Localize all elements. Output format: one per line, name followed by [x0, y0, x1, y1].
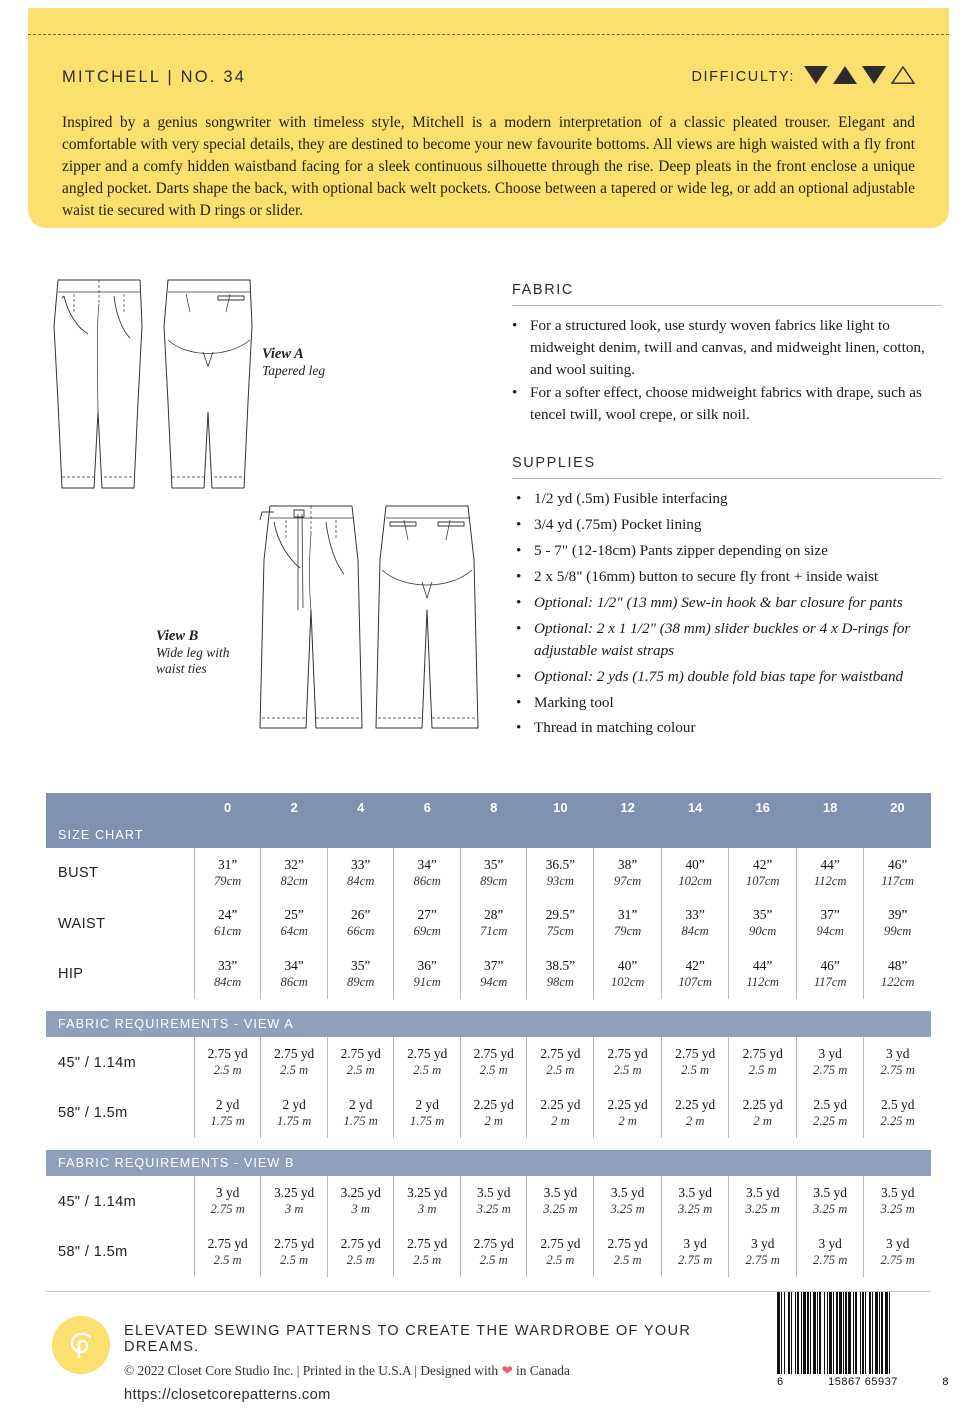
bullet-icon: • [516, 693, 522, 711]
barcode [777, 1292, 949, 1388]
measurement-row-label: HIP [58, 966, 84, 983]
size-and-fabric-tables [46, 793, 931, 1277]
supplies-list [516, 488, 942, 739]
view-a-fabric-cell: 2.75 yd 2.5 m [661, 1037, 729, 1087]
row-spacer [46, 1138, 931, 1150]
header-corner [46, 793, 194, 822]
bullet-icon: • [516, 719, 522, 737]
supplies-item-text: 3/4 yd (.75m) Pocket lining [534, 516, 702, 534]
bullet-icon: • [512, 317, 518, 334]
supplies-item-text: Optional: 2 yds (1.75 m) double fold bias tape for waistband [534, 667, 904, 685]
barcode-bar [890, 1292, 892, 1374]
view-b-fabric-cell: 2.75 yd 2.5 m [460, 1227, 527, 1277]
view-a-band: FABRIC REQUIREMENTS - VIEW A [46, 1011, 931, 1037]
measurement-row-label: BUST [58, 865, 99, 882]
view-a-fabric-cell: 2.25 yd 2 m [527, 1088, 594, 1138]
measurement-cell: 33” 84cm [661, 898, 729, 948]
list-item [516, 692, 942, 714]
view-a-fabric-cell: 2.5 yd 2.25 m [796, 1088, 863, 1138]
footer-copyright [124, 1363, 744, 1379]
view-a-fabric-cell: 2 yd 1.75 m [261, 1088, 328, 1138]
measurement-cell: 34” 86cm [394, 848, 461, 898]
copyright-before: © 2022 Closet Core Studio Inc. | Printed in the U.S.A | Designed with [124, 1363, 502, 1378]
view-b-caption [156, 628, 276, 677]
supplies-item-text: Optional: 2 x 1 1/2" (38 mm) slider buckles or 4 x D-rings for adjustable waist straps [534, 619, 911, 659]
bullet-icon: • [516, 490, 522, 508]
view-b-fabric-cell: 3.5 yd 3.25 m [796, 1176, 863, 1226]
size-header-6: 6 [394, 793, 461, 822]
view-b-fabric-cell: 2.75 yd 2.5 m [594, 1227, 662, 1277]
technical-drawings [28, 262, 498, 782]
measurement-cell: 31” 79cm [194, 848, 261, 898]
list-item [512, 315, 942, 381]
measurement-row-label: WAIST [58, 915, 106, 932]
view-b-fabric-cell: 3.5 yd 3.25 m [527, 1176, 594, 1226]
view-b-sub-line2: waist ties [156, 661, 207, 676]
triangle-filled-down-icon [804, 66, 828, 84]
view-a-fabric-cell: 2.25 yd 2 m [729, 1088, 797, 1138]
table-row [46, 1088, 931, 1138]
size-header-2: 2 [261, 793, 328, 822]
view-a-fabric-row-label: 45" / 1.14m [58, 1054, 137, 1071]
banner-dashed-line [28, 34, 949, 35]
fabric-heading: FABRIC [512, 282, 942, 306]
measurement-cell: 46” 117cm [864, 848, 931, 898]
view-b-label: View B [156, 628, 199, 644]
measurement-cell: 24” 61cm [194, 898, 261, 948]
view-b-sub-line1: Wide leg with [156, 645, 230, 660]
supplies-item-text: Optional: 1/2" (13 mm) Sew-in hook & bar closure for pants [534, 594, 903, 612]
size-header-12: 12 [594, 793, 662, 822]
measurement-cell: 25” 64cm [261, 898, 328, 948]
table-row [46, 1176, 931, 1226]
measurement-cell: 42” 107cm [729, 848, 797, 898]
copyright-after: in Canada [512, 1363, 570, 1378]
size-header-14: 14 [661, 793, 729, 822]
measurement-cell: 44” 112cm [729, 949, 797, 999]
view-a-fabric-cell: 3 yd 2.75 m [796, 1037, 863, 1087]
view-b-fabric-cell: 3 yd 2.75 m [194, 1176, 261, 1226]
measurement-cell: 29.5” 75cm [527, 898, 594, 948]
top-banner [28, 8, 949, 228]
supplies-item-text: 5 - 7" (12-18cm) Pants zipper depending on size [534, 542, 828, 560]
table-row [46, 1037, 931, 1087]
supplies-item-text: 1/2 yd (.5m) Fusible interfacing [534, 490, 728, 508]
size-header-20: 20 [864, 793, 931, 822]
measurement-cell: 31” 79cm [594, 898, 662, 948]
measurement-cell: 37” 94cm [796, 898, 863, 948]
list-item [512, 382, 942, 426]
view-a-fabric-cell: 2.75 yd 2.5 m [527, 1037, 594, 1087]
bullet-icon: • [516, 594, 522, 612]
footer-url[interactable]: https://closetcorepatterns.com [124, 1387, 331, 1403]
view-b-fabric-cell: 3 yd 2.75 m [661, 1227, 729, 1277]
list-item [516, 666, 942, 688]
bullet-icon: • [512, 383, 518, 401]
size-header-8: 8 [460, 793, 527, 822]
view-b-fabric-cell: 3.25 yd 3 m [261, 1176, 328, 1226]
view-a-fabric-cell: 2.25 yd 2 m [594, 1088, 662, 1138]
measurement-cell: 34” 86cm [261, 949, 328, 999]
view-b-fabric-cell: 3.5 yd 3.25 m [864, 1176, 931, 1226]
row-spacer [46, 999, 931, 1011]
barcode-mid-digits: 15867 65937 [828, 1376, 898, 1388]
view-b-fabric-cell: 3 yd 2.75 m [796, 1227, 863, 1277]
measurement-cell: 38” 97cm [594, 848, 662, 898]
table-body [46, 793, 931, 1277]
view-b-fabric-cell: 2.75 yd 2.5 m [527, 1227, 594, 1277]
supplies-section [512, 455, 942, 739]
measurement-cell: 39” 99cm [864, 898, 931, 948]
difficulty-label: DIFFICULTY: [691, 69, 795, 85]
list-item [516, 717, 942, 739]
table-row [46, 898, 931, 948]
view-b-band: FABRIC REQUIREMENTS - VIEW B [46, 1150, 931, 1176]
view-b-fabric-cell: 3 yd 2.75 m [729, 1227, 797, 1277]
list-item [516, 618, 942, 662]
view-b-fabric-cell: 3.5 yd 3.25 m [729, 1176, 797, 1226]
measurement-cell: 36.5” 93cm [527, 848, 594, 898]
measurement-cell: 40” 102cm [594, 949, 662, 999]
measurement-cell: 28” 71cm [460, 898, 527, 948]
bullet-icon: • [516, 542, 522, 560]
size-header-10: 10 [527, 793, 594, 822]
measurement-cell: 35” 89cm [460, 848, 527, 898]
measurement-cell: 48” 122cm [864, 949, 931, 999]
view-a-fabric-row-label: 58" / 1.5m [58, 1105, 128, 1122]
measurement-cell: 36” 91cm [394, 949, 461, 999]
list-item [516, 488, 942, 510]
view-a-fabric-cell: 2.25 yd 2 m [460, 1088, 527, 1138]
view-a-fabric-cell: 2.5 yd 2.25 m [864, 1088, 931, 1138]
view-a-fabric-cell: 2 yd 1.75 m [194, 1088, 261, 1138]
measurement-cell: 35” 89cm [327, 949, 394, 999]
supplies-item-text: 2 x 5/8" (16mm) button to secure fly front + inside waist [534, 568, 879, 586]
measurement-cell: 38.5” 98cm [527, 949, 594, 999]
measurement-cell: 37” 94cm [460, 949, 527, 999]
view-a-fabric-cell: 2.75 yd 2.5 m [729, 1037, 797, 1087]
info-column [512, 282, 942, 743]
view-b-fabric-cell: 2.75 yd 2.5 m [194, 1227, 261, 1277]
view-b-fabric-cell: 3.5 yd 3.25 m [460, 1176, 527, 1226]
view-a-fabric-cell: 3 yd 2.75 m [864, 1037, 931, 1087]
barcode-right-digit: 8 [942, 1376, 949, 1388]
view-b-fabric-cell: 2.75 yd 2.5 m [394, 1227, 461, 1277]
fabric-item-text: For a softer effect, choose midweight fabrics with drape, such as tencel twill, wool crepe, or silk noil. [530, 383, 922, 423]
triangle-filled-up-icon [833, 66, 857, 84]
supplies-item-text: Marking tool [534, 693, 614, 711]
table-header-row [46, 793, 931, 822]
measurement-cell: 33” 84cm [194, 949, 261, 999]
barcode-number [777, 1376, 949, 1388]
supplies-item-text: Thread in matching colour [534, 719, 696, 737]
measurement-cell: 46” 117cm [796, 949, 863, 999]
list-item [516, 540, 942, 562]
view-a-label: View A [262, 346, 304, 362]
view-a-fabric-cell: 2 yd 1.75 m [327, 1088, 394, 1138]
view-a-caption [262, 346, 325, 379]
view-b-fabric-cell: 3.25 yd 3 m [327, 1176, 394, 1226]
bullet-icon: • [516, 516, 522, 534]
view-a-fabric-cell: 2.75 yd 2.5 m [327, 1037, 394, 1087]
measurement-cell: 40” 102cm [661, 848, 729, 898]
footer-tagline: ELEVATED SEWING PATTERNS TO CREATE THE WARDROBE OF YOUR DREAMS. [124, 1323, 692, 1355]
view-b-fabric-cell: 2.75 yd 2.5 m [261, 1227, 328, 1277]
view-a-fabric-cell: 2 yd 1.75 m [394, 1088, 461, 1138]
triangle-filled-down-icon-2 [862, 66, 886, 84]
size-header-0: 0 [194, 793, 261, 822]
bullet-icon: • [516, 568, 522, 586]
difficulty-rating [804, 66, 915, 84]
view-b-fabric-row-label: 58" / 1.5m [58, 1244, 128, 1261]
view-a-fabric-cell: 2.75 yd 2.5 m [394, 1037, 461, 1087]
banner-title-row [62, 66, 915, 94]
size-header-18: 18 [796, 793, 863, 822]
bullet-icon: • [516, 667, 522, 685]
view-b-fabric-cell: 3.5 yd 3.25 m [594, 1176, 662, 1226]
view-b-fabric-cell: 2.75 yd 2.5 m [327, 1227, 394, 1277]
footer-text [124, 1323, 744, 1403]
supplies-heading: SUPPLIES [512, 455, 942, 479]
view-a-fabric-cell: 2.75 yd 2.5 m [460, 1037, 527, 1087]
brand-logo [52, 1316, 110, 1374]
size-header-4: 4 [327, 793, 394, 822]
measurement-table [46, 793, 931, 1277]
table-row [46, 848, 931, 898]
list-item [516, 514, 942, 536]
measurement-cell: 33” 84cm [327, 848, 394, 898]
fabric-list [512, 315, 942, 425]
measurement-cell: 26” 66cm [327, 898, 394, 948]
page-title: MITCHELL | NO. 34 [62, 68, 247, 86]
list-item [516, 566, 942, 588]
view-a-fabric-cell: 2.75 yd 2.5 m [194, 1037, 261, 1087]
size-chart-band: SIZE CHART [46, 822, 931, 848]
barcode-bars [777, 1292, 949, 1374]
view-a-illustration [38, 262, 288, 502]
view-b-illustration [246, 490, 496, 750]
list-item [516, 592, 942, 614]
measurement-cell: 44” 112cm [796, 848, 863, 898]
view-b-fabric-row-label: 45" / 1.14m [58, 1193, 137, 1210]
table-row [46, 1227, 931, 1277]
measurement-cell: 42” 107cm [661, 949, 729, 999]
barcode-left-digit: 6 [777, 1376, 784, 1388]
table-row [46, 949, 931, 999]
fabric-section [512, 282, 942, 425]
view-a-fabric-cell: 2.25 yd 2 m [661, 1088, 729, 1138]
measurement-cell: 35” 90cm [729, 898, 797, 948]
heart-icon: ❤ [501, 1363, 513, 1378]
pattern-description: Inspired by a genius songwriter with timeless style, Mitchell is a modern interpretation of a classic pleated trouser. Elegant and comfortable with very special details, they are destined to become your new favourite bottoms. All views are high waisted with a fly front zipper and a comfy hidden waistband facing for a sleek continuous silhouette through the rise. Deep pleats in the front enclose a unique angled pocket. Darts shape the back, with optional back welt pockets. Choose between a tapered or wide leg, or add an optional adjustable waist tie secured with D rings or slider. [62, 114, 915, 219]
fabric-item-text: For a structured look, use sturdy woven fabrics like light to midweight denim, twill and canvas, and midweight linen, cotton, and wool suiting. [530, 317, 925, 378]
measurement-cell: 32” 82cm [261, 848, 328, 898]
view-b-fabric-cell: 3 yd 2.75 m [864, 1227, 931, 1277]
measurement-cell: 27” 69cm [394, 898, 461, 948]
size-header-16: 16 [729, 793, 797, 822]
view-a-fabric-cell: 2.75 yd 2.5 m [594, 1037, 662, 1087]
view-b-fabric-cell: 3.25 yd 3 m [394, 1176, 461, 1226]
view-b-fabric-cell: 3.5 yd 3.25 m [661, 1176, 729, 1226]
triangle-outline-up-icon [891, 66, 915, 84]
view-a-fabric-cell: 2.75 yd 2.5 m [261, 1037, 328, 1087]
view-a-sub: Tapered leg [262, 363, 326, 378]
bullet-icon: • [516, 619, 522, 637]
closet-core-logo-icon [52, 1316, 110, 1374]
